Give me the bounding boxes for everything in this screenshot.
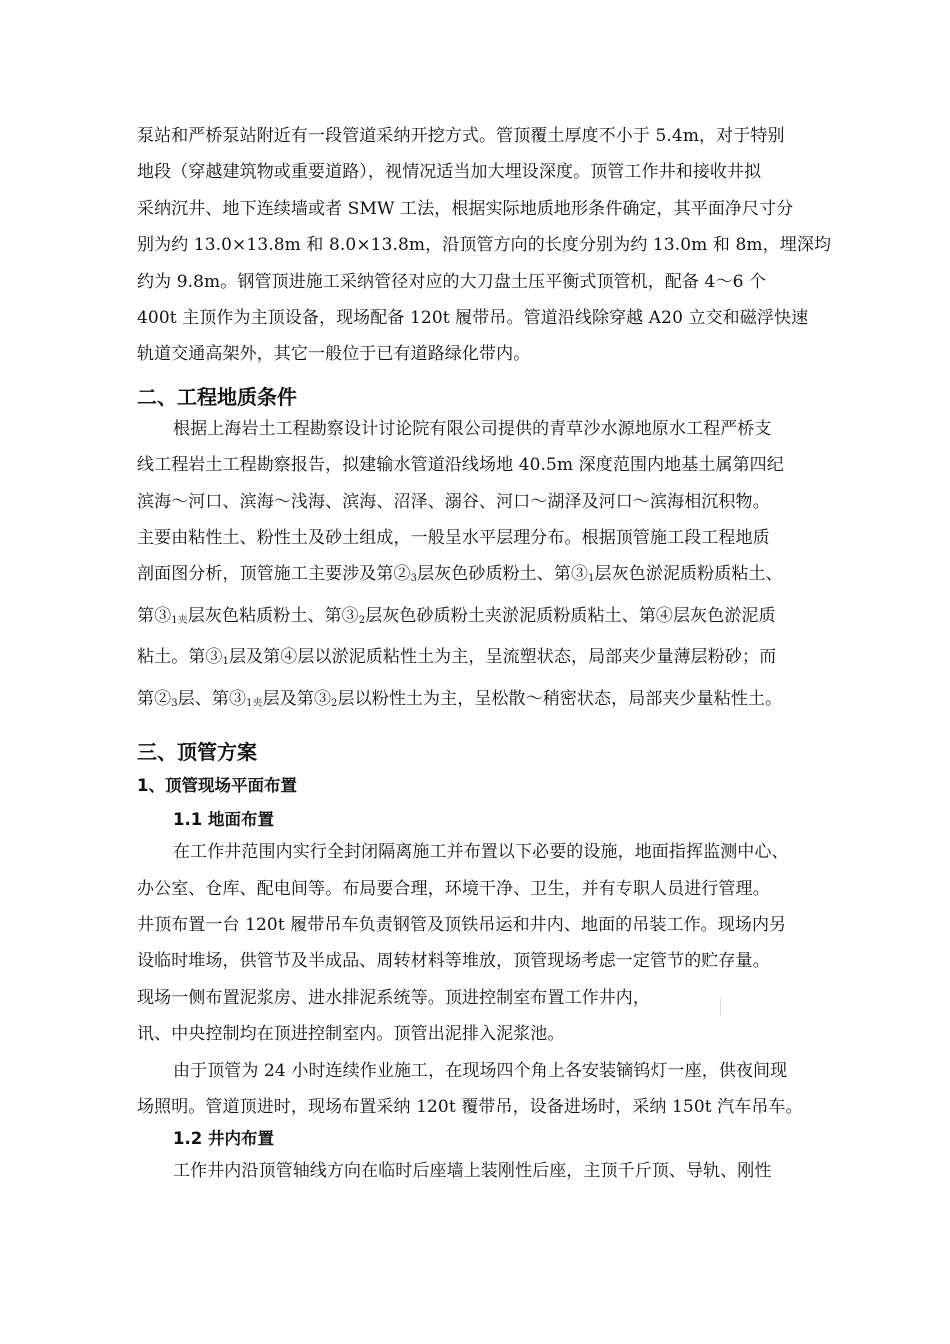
text-line: 粘土。第$③_1$层及第④层以淤泥质粘性土为主，呈流塑状态，局部夹少量薄层粉砂；而 — [137, 647, 777, 668]
section-heading-jacking-plan: 三、顶管方案 — [137, 740, 257, 765]
text-line: 轨道交通高架外，其它一般位于已有道路绿化带内。 — [137, 344, 531, 365]
text-line: 办公室、仓库、配电间等。布局要合理，环境干净、卫生，并有专职人员进行管理。 — [137, 878, 770, 899]
text-line: 由于顶管为 24 小时连续作业施工，在现场四个角上各安装镝钨灯一座，供夜间现 — [173, 1060, 788, 1081]
subsection-heading-shaft-layout: 1.2 井内布置 — [173, 1129, 274, 1149]
text-line: 第$③_{1夹}$层灰色粘质粉土、第$③_2$层灰色砂质粉土夹淤泥质粉质粘土、第④层灰色淤泥质 — [137, 605, 776, 626]
text-line: 工作井内沿顶管轴线方向在临时后座墙上装刚性后座，主顶千斤顶、导轨、刚性 — [173, 1161, 772, 1182]
subsection-heading-ground-layout: 1.1 地面布置 — [173, 810, 274, 830]
text-line: 主要由粘性土、粉性土及砂土组成，一般呈水平层理分布。根据顶管施工段工程地质 — [137, 528, 770, 549]
text-line: 根据上海岩土工程勘察设计讨论院有限公司提供的青草沙水源地原水工程严桥支 — [173, 418, 772, 439]
paragraph-lighting — [137, 1053, 872, 1126]
text-line: 别为约 13.0×13.8m 和 8.0×13.8m，沿顶管方向的长度分别为约 13.0m 和 8m，埋深均 — [137, 235, 832, 256]
paragraph-ground-layout — [137, 834, 872, 1052]
document-page — [137, 118, 872, 1190]
text-line: 设临时堆场，供管节及半成品、周转材料等堆放，顶管现场考虑一定管节的贮存量。 — [137, 951, 770, 972]
text-line: 第$②_3$层、第$③_{1夹}$层及第$③_2$层以粉性土为主，呈松散～稍密状态，局部夹少量粘性土。 — [137, 688, 783, 709]
paragraph-pipe-layout — [137, 118, 872, 373]
scan-artifact-mark — [720, 998, 727, 1016]
text-line: 400t 主顶作为主顶设备，现场配备 120t 履带吊。管道沿线除穿越 A20 立交和磁浮快速 — [137, 308, 809, 329]
text-line: 采纳沉井、地下连续墙或者 SMW 工法，根据实际地质地形条件确定，其平面净尺寸分 — [137, 198, 794, 219]
text-line: 在工作井范围内实行全封闭隔离施工并布置以下必要的设施，地面指挥监测中心、 — [173, 842, 789, 863]
text-line: 现场一侧布置泥浆房、进水排泥系统等。顶进控制室布置工作井内， — [137, 987, 650, 1008]
text-line: 地段（穿越建筑物或重要道路），视情况适当加大埋设深度。顶管工作井和接收井拟 — [137, 162, 762, 183]
text-line: 泵站和严桥泵站附近有一段管道采纳开挖方式。管顶覆土厚度不小于 5.4m，对于特别 — [137, 126, 785, 146]
text-line: 讯、中央控制均在顶进控制室内。顶管出泥排入泥浆池。 — [137, 1024, 565, 1045]
text-line: 约为 9.8m。钢管顶进施工采纳管径对应的大刀盘土压平衡式顶管机，配备 4～6 个 — [137, 271, 767, 292]
text-line: 井顶布置一台 120t 履带吊车负责钢管及顶铁吊运和井内、地面的吊装工作。现场内另 — [137, 914, 787, 935]
text-line: 场照明。管道顶进时，现场布置采纳 120t 覆带吊，设备进场时，采纳 150t 汽车吊车。 — [137, 1096, 803, 1117]
paragraph-geology — [137, 411, 872, 722]
text-line: 线工程岩土工程勘察报告，拟建输水管道沿线场地 40.5m 深度范围内地基土属第四纪 — [137, 455, 784, 476]
text-line: 剖面图分析，顶管施工主要涉及第$②_3$层灰色砂质粉土、第$③_1$层灰色淤泥质粉质粘土、 — [137, 564, 783, 585]
section-heading-geology: 二、工程地质条件 — [137, 384, 297, 409]
paragraph-shaft-layout — [137, 1153, 872, 1189]
subsection-heading-site-layout: 1、顶管现场平面布置 — [137, 776, 297, 796]
text-line: 滨海～河口、滨海～浅海、滨海、沼泽、溺谷、河口～湖泽及河口～滨海相沉积物。 — [137, 491, 770, 512]
